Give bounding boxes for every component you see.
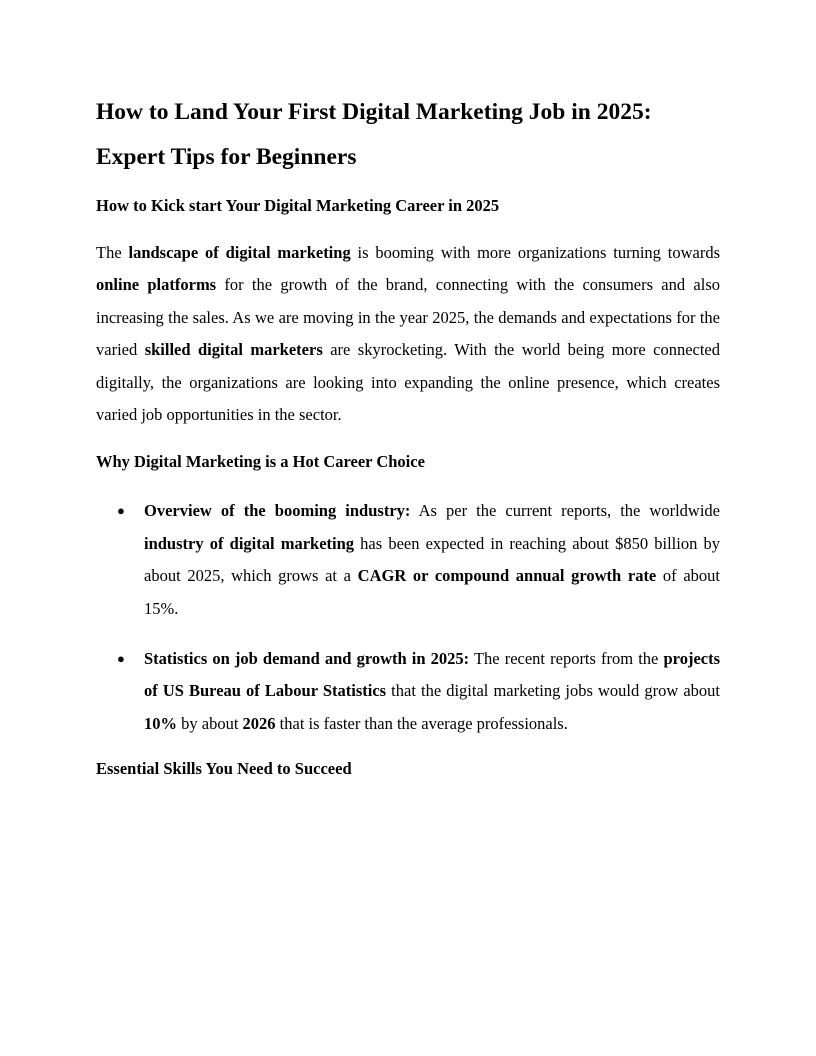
bullet-icon: ● bbox=[117, 651, 125, 667]
bold-text: Statistics on job demand and growth in 2025: bbox=[144, 649, 470, 669]
bullet-list bbox=[96, 495, 720, 740]
page-title: How to Land Your First Digital Marketing Job in 2025: Expert Tips for Beginners bbox=[96, 99, 652, 170]
bold-text: projects of US Bureau of Labour Statistics bbox=[144, 649, 721, 701]
list-item bbox=[96, 643, 720, 740]
bold-text: online platforms bbox=[96, 275, 217, 295]
section-heading-kickstart: How to Kick start Your Digital Marketing Career in 2025 bbox=[96, 196, 500, 215]
section-heading-skills: Essential Skills You Need to Succeed bbox=[96, 759, 352, 779]
bold-text: Overview of the booming industry: bbox=[144, 501, 411, 521]
text-run: The recent reports from the bbox=[469, 649, 664, 669]
list-item bbox=[96, 495, 720, 625]
bold-text: CAGR or compound annual growth rate bbox=[357, 566, 657, 586]
intro-paragraph bbox=[96, 237, 720, 431]
text-run: for the growth of the brand, connecting with the consumers and also increasing the sales. As we are moving in the year 2025, the demands and expectations for the varied bbox=[96, 275, 720, 360]
text-run: that is faster than the average professionals. bbox=[275, 713, 568, 733]
text-run: of about 15%. bbox=[144, 566, 721, 618]
text-run: by about bbox=[177, 713, 243, 733]
bold-text: 10% bbox=[144, 713, 177, 733]
section-heading-why: Why Digital Marketing is a Hot Career Choice bbox=[96, 452, 425, 472]
text-run: are skyrocketing. With the world being more connected digitally, the organizations are looking into expanding the online presence, which creates varied job opportunities in the sector. bbox=[96, 340, 720, 425]
text-run: The bbox=[96, 243, 129, 262]
bullet-text-statistics bbox=[144, 649, 720, 733]
bold-text: 2026 bbox=[242, 713, 276, 733]
text-run: that the digital marketing jobs would grow about bbox=[386, 681, 721, 701]
bullet-text-industry bbox=[144, 501, 720, 617]
bold-text: landscape of digital marketing bbox=[128, 243, 351, 262]
text-run: has been expected in reaching about $850 billion by about 2025, which grows at a bbox=[144, 533, 720, 586]
document-page bbox=[96, 90, 720, 780]
text-run: As per the current reports, the worldwide bbox=[410, 501, 721, 521]
bold-text: industry of digital marketing bbox=[144, 533, 355, 553]
text-run: is booming with more organizations turning towards bbox=[350, 243, 720, 262]
bold-text: skilled digital marketers bbox=[144, 340, 323, 360]
bullet-icon: ● bbox=[117, 503, 125, 519]
